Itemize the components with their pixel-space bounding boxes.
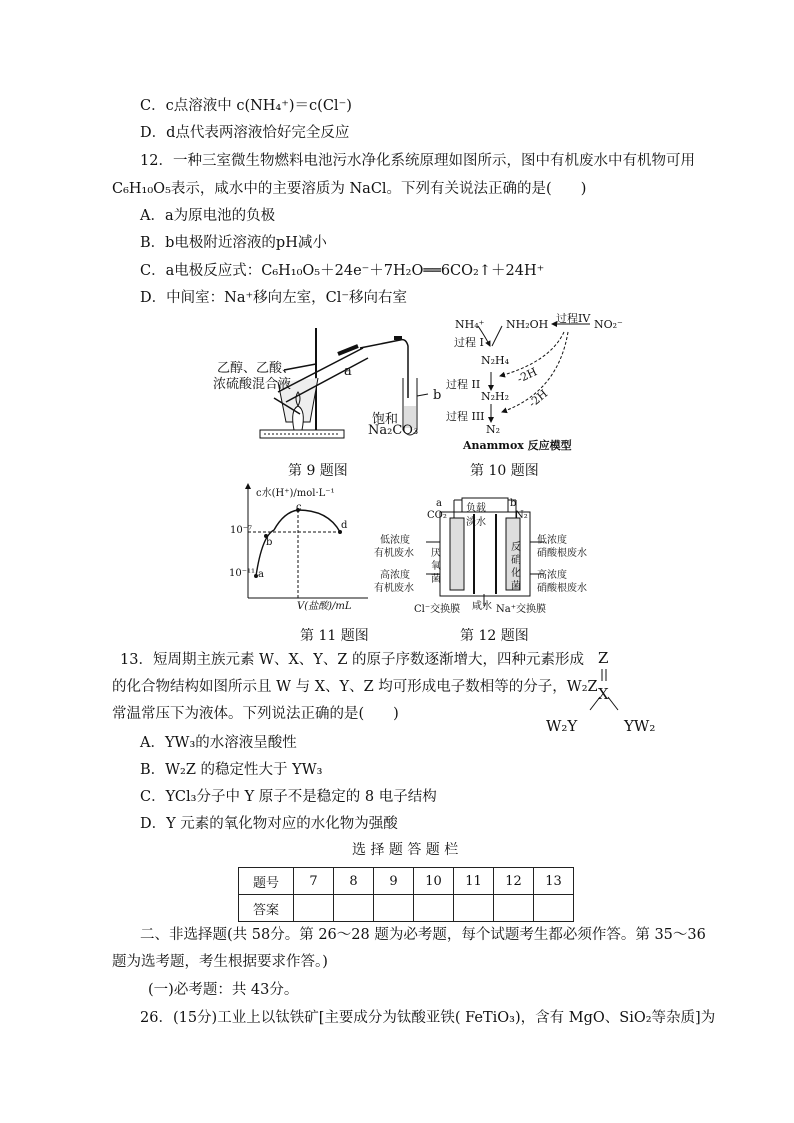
fig12-denit-3: 化	[511, 568, 521, 579]
fig11-label-c: c	[296, 502, 302, 513]
fig11-tick-1e-7: 10⁻⁷	[230, 525, 253, 536]
answer-table-header-row	[239, 868, 574, 895]
fig10-n2h2: N₂H₂	[481, 390, 510, 403]
fig12-co2: CO₂	[427, 510, 447, 521]
answer-table-answer-row	[239, 895, 574, 922]
fig12-na-membrane: Na⁺交换膜	[496, 604, 546, 615]
fig12-high-org-1: 高浓度	[380, 570, 410, 581]
answer-cell[interactable]	[294, 895, 334, 922]
fig13-yw2: YW₂	[624, 717, 656, 735]
fig12-low-nit-2: 硝酸根废水	[537, 548, 587, 559]
fig12-denit-2: 硝	[511, 555, 521, 566]
answer-table-answer-label: 答案	[239, 895, 294, 922]
q11-option-d: D．d点代表两溶液恰好完全反应	[140, 125, 350, 141]
answer-cell[interactable]	[374, 895, 414, 922]
fig12-denit-4: 菌	[511, 581, 521, 592]
q26-stem: 26．(15分)工业上以钛铁矿[主要成分为钛酸亚铁( FeTiO₃)，含有 MgO、SiO₂等杂质]为	[140, 1010, 716, 1026]
fig11-ylabel: c水(H⁺)/mol·L⁻¹	[256, 488, 335, 499]
section2-heading-cont: 题为选考题，考生根据要求作答。)	[112, 954, 328, 970]
answer-table-number: 8	[334, 868, 374, 895]
fig12-low-nit-1: 低浓度	[537, 535, 567, 546]
q12-option-a: A．a为原电池的负极	[140, 208, 276, 224]
q13-stem-line3: 常温常压下为液体。下列说法正确的是( )	[112, 706, 399, 722]
q12-option-c: C．a电极反应式：C₆H₁₀O₅＋24e⁻＋7H₂O══6CO₂↑＋24H⁺	[140, 263, 545, 279]
fig9-label-a: a	[344, 364, 352, 379]
fig9-label-b: b	[433, 388, 442, 403]
fig11-xlabel: V(盐酸)/mL	[297, 601, 352, 612]
fig12-anaerobic-2: 氧	[431, 561, 441, 572]
fig12-n2: N₂	[515, 510, 528, 521]
q13-stem-line2: 的化合物结构如图所示且 W 与 X、Y、Z 均可形成电子数相等的分子，W₂Z	[112, 679, 598, 695]
fig11-label-a: a	[258, 569, 264, 580]
answer-cell[interactable]	[494, 895, 534, 922]
answer-table-header-label: 题号	[239, 868, 294, 895]
q12-stem-line2: C₆H₁₀O₅表示，咸水中的主要溶质为 NaCl。下列有关说法正确的是( )	[112, 181, 587, 197]
fig11-label-d: d	[341, 520, 348, 531]
fig12-anaerobic-3: 菌	[431, 574, 441, 585]
fig11-chart	[236, 480, 376, 610]
fig10-minus2h-a: -2H	[515, 365, 540, 386]
fig11-tick-1e-11: 10⁻¹¹	[229, 568, 256, 579]
q13-option-b: B．W₂Z 的稳定性大于 YW₃	[140, 762, 323, 778]
fig12-high-nit-2: 硝酸根废水	[537, 583, 587, 594]
fig12-low-org-1: 低浓度	[380, 535, 410, 546]
fig12-saltwater: 咸水	[472, 601, 492, 612]
fig10-caption: 第 10 题图	[470, 463, 539, 479]
answer-table-title: 选 择 题 答 题 栏	[352, 842, 459, 858]
fig12-low-org-2: 有机废水	[374, 548, 414, 559]
fig12-cl-membrane: Cl⁻交换膜	[414, 604, 461, 615]
fig10-n2h4: N₂H₄	[481, 354, 510, 367]
fig10-n2: N₂	[486, 423, 501, 436]
fig12-anaerobic-1: 厌	[431, 548, 441, 559]
fig13-x: X	[598, 685, 609, 703]
fig12-label-a: a	[436, 498, 442, 509]
fig10-process4: 过程IV	[556, 312, 591, 325]
answer-table	[238, 867, 574, 922]
fig12-denit-1: 反	[511, 542, 521, 553]
fig10-nh4: NH₄⁺	[455, 318, 485, 331]
fig10-process1: 过程 I	[454, 336, 484, 349]
q13-option-c: C．YCl₃分子中 Y 原子不是稳定的 8 电子结构	[140, 789, 437, 805]
q13-option-d: D．Y 元素的氧化物对应的水化物为强酸	[140, 816, 398, 832]
q12-option-d: D．中间室：Na⁺移向左室，Cl⁻移向右室	[140, 290, 407, 306]
q12-option-b: B．b电极附近溶液的pH减小	[140, 235, 327, 251]
fig10-process3: 过程 III	[446, 410, 485, 423]
fig9-caption: 第 9 题图	[288, 463, 348, 479]
section2-heading: 二、非选择题(共 58分。第 26～28 题为必考题，每个试题考生都必须作答。第 35～36	[140, 927, 706, 943]
fig12-label-b: b	[510, 498, 517, 509]
answer-table-number: 7	[294, 868, 334, 895]
fig10-no2: NO₂⁻	[594, 318, 623, 331]
fig13-structure	[560, 660, 670, 720]
fig11-label-b: b	[266, 537, 273, 548]
answer-table-number: 12	[494, 868, 534, 895]
fig10-model-label: Anammox 反应模型	[463, 439, 572, 452]
fig10-minus2h-b: -2H	[526, 386, 551, 411]
q11-option-c: C．c点溶液中 c(NH₄⁺)＝c(Cl⁻)	[140, 98, 352, 114]
fig9-na2co3: Na₂CO₃	[368, 423, 419, 438]
q13-option-a: A．YW₃的水溶液呈酸性	[140, 735, 297, 751]
required-section: (一)必考题：共 43分。	[148, 982, 299, 998]
fig9-saturated: 饱和	[372, 412, 399, 427]
fig12-caption: 第 12 题图	[460, 628, 529, 644]
fig12-high-org-2: 有机废水	[374, 583, 414, 594]
fig12-high-nit-1: 高浓度	[537, 570, 567, 581]
fig11-caption: 第 11 题图	[300, 628, 369, 644]
answer-table-number: 10	[414, 868, 454, 895]
fig10-nh2oh: NH₂OH	[506, 318, 549, 331]
answer-table-number: 11	[454, 868, 494, 895]
fig9-mix-line1: 乙醇、乙酸、	[217, 361, 296, 376]
fig12-load: 负载	[466, 503, 486, 514]
fig10-process2: 过程 II	[446, 378, 481, 391]
fig13-w2y: W₂Y	[546, 717, 578, 735]
q12-stem-line1: 12．一种三室微生物燃料电池污水净化系统原理如图所示，图中有机废水中有机物可用	[140, 153, 695, 169]
fig13-z: Z	[598, 649, 609, 667]
q13-stem-line1: 13．短周期主族元素 W、X、Y、Z 的原子序数逐渐增大，四种元素形成	[120, 652, 585, 668]
answer-table-number: 9	[374, 868, 414, 895]
answer-cell[interactable]	[334, 895, 374, 922]
fig12-freshwater: 淡水	[466, 517, 486, 528]
answer-table-number: 13	[534, 868, 574, 895]
answer-cell[interactable]	[454, 895, 494, 922]
answer-cell[interactable]	[534, 895, 574, 922]
fig9-mix-line2: 浓硫酸混合液	[213, 377, 292, 392]
answer-cell[interactable]	[414, 895, 454, 922]
